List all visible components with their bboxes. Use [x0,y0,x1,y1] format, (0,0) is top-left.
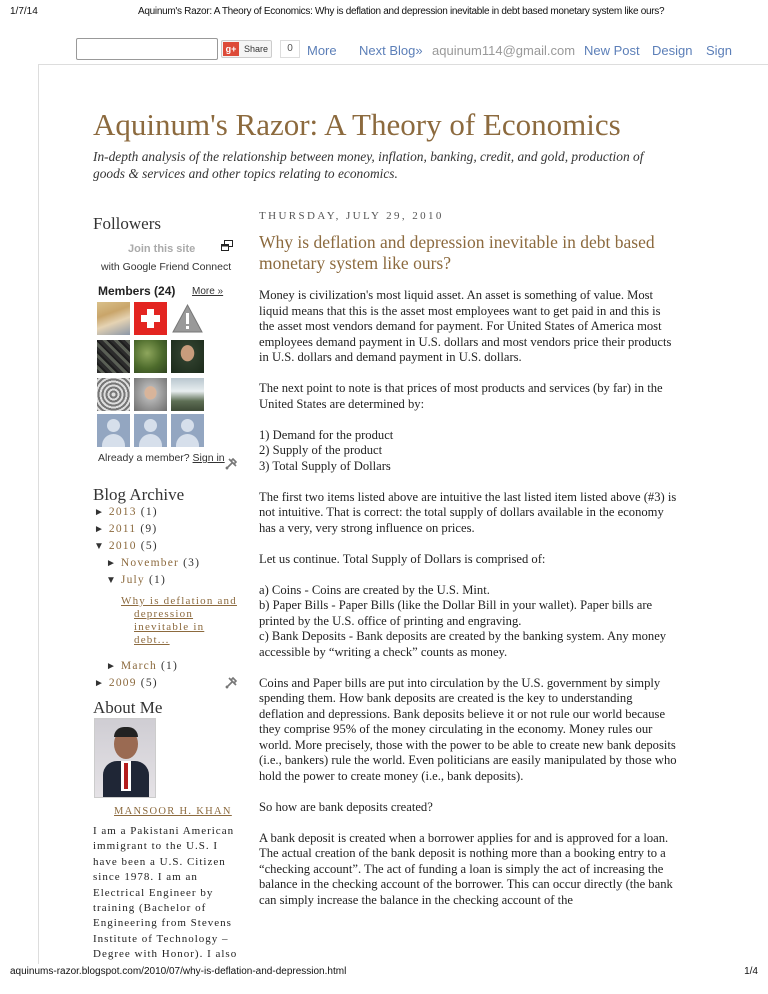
post-list [259,583,677,661]
post-paragraph: The first two items listed above are intuitive the last listed item listed above (#3) is not intuitive. That is correct: the total supply of dollars available in the economy has a very, very strong influence on prices. [259,489,677,535]
expand-arrow-icon[interactable]: ► [106,661,116,672]
join-site-button[interactable]: Join this site [128,243,196,255]
profile-photo[interactable] [94,718,156,798]
members-more-link[interactable]: More » [192,286,224,297]
gplus-icon: g+ [223,42,239,56]
member-avatar[interactable] [134,414,167,447]
sign-in-link[interactable]: Sign in [192,452,225,464]
print-header [0,0,768,22]
print-page-number: 1/4 [744,966,758,977]
warning-icon [171,302,204,335]
design-link[interactable]: Design [652,43,693,58]
archive-year-2011[interactable]: ► 2011 (9) [94,523,158,535]
member-avatar[interactable] [97,414,130,447]
member-avatar[interactable] [171,340,204,373]
archive-month-july[interactable]: ▼ July (1) [106,574,166,586]
post-list [259,428,677,475]
member-avatar[interactable] [134,340,167,373]
list-item: 3) Total Supply of Dollars [259,458,391,473]
already-member [98,452,225,464]
member-avatar[interactable] [97,340,130,373]
edit-widget-icon[interactable] [224,457,238,471]
post-paragraph: The next point to note is that prices of most products and services (by far) in the United States are determined by: [259,381,663,411]
member-avatar[interactable] [134,378,167,411]
member-avatar[interactable] [171,302,204,335]
profile-name-link[interactable]: MANSOOR H. KHAN [114,806,232,817]
archive-year-2009[interactable]: ► 2009 (5) [94,677,158,689]
share-label: Share [244,44,269,54]
archive-month-march[interactable]: ► March (1) [106,660,179,672]
list-item: a) Coins - Coins are created by the U.S. Mint. [259,582,490,597]
followers-title: Followers [93,214,161,233]
archive-month-november[interactable]: ► November (3) [106,557,201,569]
post-title[interactable]: Why is deflation and depression inevitable in debt based monetary system like ours? [259,232,655,273]
next-blog-link[interactable]: Next Blog» [359,43,423,58]
archive-year-2010[interactable]: ▼ 2010 (5) [94,540,158,552]
blog-description: In-depth analysis of the relationship between money, inflation, banking, credit, and gold, production of goods & services and other topics relating to economics. [93,149,644,181]
more-link[interactable]: More [307,43,337,58]
sign-out-link[interactable]: Sign [706,43,733,58]
user-email: aquinum114@gmail.com [432,43,576,58]
print-url: aquinums-razor.blogspot.com/2010/07/why-is-deflation-and-depression.html [10,966,347,977]
print-date: 1/7/14 [10,6,38,17]
blogger-navbar [0,36,768,64]
archive-post-link[interactable]: Why is deflation and depression inevitable in debt... [121,595,237,646]
profile-bio: I am a Pakistani American immigrant to the U.S. I have been a U.S. Citizen since 1978. I am an Electrical Engineer by training (Bachelor of Engineering from Stevens Institute of Technology – Degree with Honor). I also [93,825,238,961]
gplus-share-button[interactable] [221,40,272,58]
post-body [259,288,677,924]
member-avatar[interactable] [97,302,130,335]
gfc-windows-icon [221,240,233,252]
expand-arrow-icon[interactable]: ► [94,507,104,518]
archive-year-2013[interactable]: ► 2013 (1) [94,506,158,518]
member-avatar[interactable] [171,378,204,411]
list-item: 1) Demand for the product [259,427,394,442]
members-count: Members (24) [98,284,176,298]
print-page-title: Aquinum's Razor: A Theory of Economics: Why is deflation and depression inevitable in debt based monetary system like ours? [138,6,665,17]
share-count: 0 [280,40,300,58]
new-post-link[interactable]: New Post [584,43,640,58]
blog-archive-title: Blog Archive [93,485,185,504]
post-paragraph: A bank deposit is created when a borrower applies for and is approved for a loan. The actual creation of the bank deposit is nothing more than a booking entry to a “checking account”. The act of funding a loan is simply the act of increasing the balance in the checking account of the borrower. This can occur directly (the bank can simply increase the balance in the checking account of the [259,830,673,907]
gfc-subtitle: with Google Friend Connect [101,261,232,273]
list-item: 2) Supply of the product [259,443,383,457]
post-paragraph: Coins and Paper bills are put into circulation by the U.S. government by simply spending them. How bank deposits are created is the key to understanding deflation and depressions. Bank deposits believe it or not rule our world because they comprise 95% of the money circulating in the economy. Money rules our world. More precisely, those with the power to be able to create new bank deposits (i.e., bankers) rule the world. Even politicians are easily manipulated by those who hold the power to create money (i.e., bank deposits). [259,675,677,783]
post-paragraph: Money is civilization's most liquid asset. An asset is something of value. Most liquid means that this is the asset most employees want to get paid in and this is the asset most vendors demand for payment. For United States of America most employees demand payment in U.S. dollars and most vendors price their products in U.S. dollars and demand payment in U.S. dollars. [259,288,672,364]
expand-arrow-icon[interactable]: ► [94,678,104,689]
member-avatar[interactable] [171,414,204,447]
post-date: THURSDAY, JULY 29, 2010 [259,210,444,222]
blog-search-input[interactable] [76,38,218,60]
about-me-title: About Me [93,698,163,717]
already-member-label: Already a member? [98,452,190,464]
list-item: b) Paper Bills - Paper Bills (like the Dollar Bill in your wallet). Paper bills are printed by the U.S. office of printing and engraving. [259,598,653,628]
expand-arrow-icon[interactable]: ► [106,558,116,569]
expand-arrow-icon[interactable]: ► [94,524,104,535]
member-avatar[interactable] [97,378,130,411]
post-paragraph: So how are bank deposits created? [259,799,433,814]
blog-title[interactable]: Aquinum's Razor: A Theory of Economics [93,107,621,142]
post-paragraph: Let us continue. Total Supply of Dollars is comprised of: [259,551,546,566]
edit-widget-icon[interactable] [224,676,238,690]
list-item: c) Bank Deposits - Bank deposits are created by the banking system. Any money accessible by “writing a check” counts as money. [259,629,667,659]
collapse-arrow-icon[interactable]: ▼ [106,575,116,586]
member-avatar[interactable] [134,302,167,335]
collapse-arrow-icon[interactable]: ▼ [94,541,104,552]
